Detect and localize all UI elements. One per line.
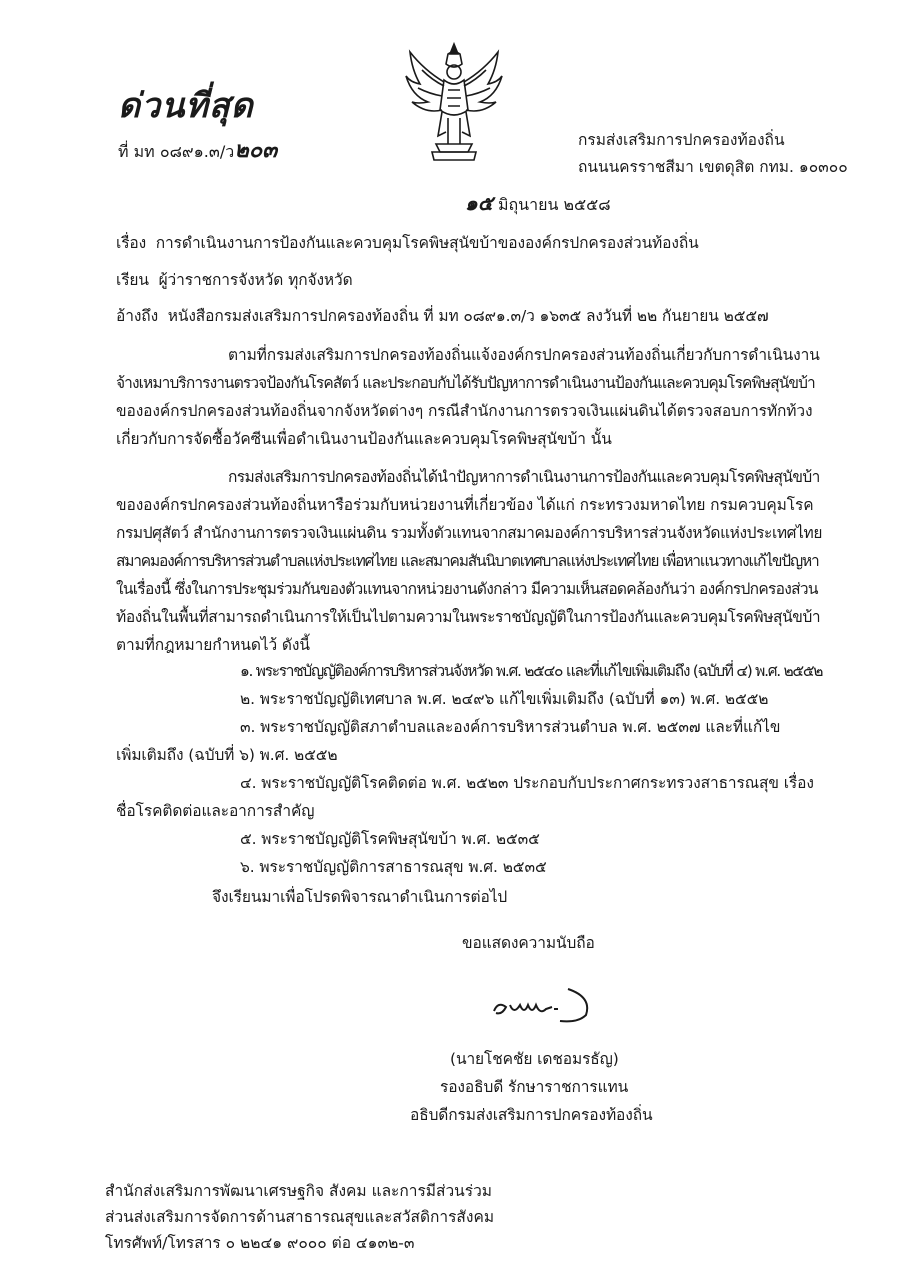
footer-contact [105, 1178, 494, 1256]
recipient-label: เรียน [116, 271, 149, 289]
paragraph2-line: กรมส่งเสริมการปกครองท้องถิ่นได้นำปัญหาการดำเนินงานการป้องกันและควบคุมโรคพิษสุนัขบ้า [228, 468, 820, 486]
law-item: ๖. พระราชบัญญัติการสาธารณสุข พ.ศ. ๒๕๓๕ [240, 858, 547, 876]
reference-text: หนังสือกรมส่งเสริมการปกครองท้องถิ่น ที่ มท ๐๘๙๑.๓/ว ๑๖๓๕ ลงวันที่ ๒๒ กันยายน ๒๕๕๗ [167, 307, 769, 325]
paragraph1-line: เกี่ยวกับการจัดซื้อวัคซีนเพื่อดำเนินงานป้องกันและควบคุมโรคพิษสุนัขบ้า นั้น [116, 430, 612, 448]
paragraph2-line: ขององค์กรปกครองส่วนท้องถิ่นหารือร่วมกับหน่วยงานที่เกี่ยวข้อง ได้แก่ กระทรวงมหาดไทย กรมควบคุมโรค [116, 496, 814, 514]
subject-label: เรื่อง [116, 234, 147, 252]
signatory-name: (นายโชคชัย เดชอมรธัญ) [450, 1050, 619, 1068]
signatory-position: รองอธิบดี รักษาราชการแทน [440, 1078, 629, 1096]
date-month-year: มิถุนายน ๒๕๕๘ [497, 195, 611, 214]
law-item-continuation: เพิ่มเติมถึง (ฉบับที่ ๖) พ.ศ. ๒๕๕๒ [116, 746, 338, 764]
signature-closing: ขอแสดงความนับถือ [462, 934, 595, 952]
reference-label: อ้างถึง [116, 307, 159, 325]
recipient-line [116, 267, 353, 292]
document-number-prefix: ที่ มท ๐๘๙๑.๓/ว [118, 142, 235, 161]
date-handwritten-day: ๑๕ [465, 191, 493, 215]
signature-scribble [488, 985, 593, 1025]
paragraph2-line: กรมปศุสัตว์ สำนักงานการตรวจเงินแผ่นดิน รวมทั้งตัวแทนจากสมาคมองค์การบริหารส่วนจังหวัดแห่งประเทศไทย [116, 524, 823, 542]
paragraph1-line: จ้างเหมาบริการงานตรวจป้องกันโรคสัตว์ และประกอบกับได้รับปัญหาการดำเนินงานป้องกันและควบคุมโรคพิษสุนัขบ้า [116, 374, 815, 392]
org-name: กรมส่งเสริมการปกครองท้องถิ่น [578, 131, 785, 149]
paragraph1-line: ขององค์กรปกครองส่วนท้องถิ่นจากจังหวัดต่างๆ กรณีสำนักงานการตรวจเงินแผ่นดินได้ตรวจสอบการทักท้วง [116, 402, 813, 420]
subject-line [116, 230, 699, 255]
urgency-stamp: ด่วนที่สุด [118, 86, 254, 126]
paragraph2-line: ในเรื่องนี้ ซึ่งในการประชุมร่วมกันของตัวแทนจากหน่วยงานดังกล่าว มีความเห็นสอดคล้องกันว่า องค์กรปกครองส่วน [116, 580, 818, 598]
garuda-emblem-icon [404, 40, 504, 165]
footer-office: สำนักส่งเสริมการพัฒนาเศรษฐกิจ สังคม และการมีส่วนร่วม [105, 1182, 493, 1200]
law-item: ๕. พระราชบัญญัติโรคพิษสุนัขบ้า พ.ศ. ๒๕๓๕ [240, 830, 540, 848]
org-address: ถนนนครราชสีมา เขตดุสิต กทม. ๑๐๓๐๐ [578, 158, 848, 176]
paragraph2-line: ตามที่กฎหมายกำหนดไว้ ดังนี้ [116, 636, 310, 654]
signatory-position: อธิบดีกรมส่งเสริมการปกครองท้องถิ่น [410, 1106, 653, 1124]
law-item: ๑. พระราชบัญญัติองค์การบริหารส่วนจังหวัด พ.ศ. ๒๕๔๐ และที่แก้ไขเพิ่มเติมถึง (ฉบับที่ ๔) พ.ศ. ๒๕๕๒ [240, 662, 823, 680]
paragraph2-line: ท้องถิ่นในพื้นที่สามารถดำเนินการให้เป็นไปตามความในพระราชบัญญัติในการป้องกันและควบคุมโรคพิษสุนัขบ้า [116, 608, 821, 626]
law-item: ๒. พระราชบัญญัติเทศบาล พ.ศ. ๒๔๙๖ แก้ไขเพิ่มเติมถึง (ฉบับที่ ๑๓) พ.ศ. ๒๕๕๒ [240, 690, 769, 708]
reference-line [116, 303, 769, 328]
paragraph1-line: ตามที่กรมส่งเสริมการปกครองท้องถิ่นแจ้งองค์กรปกครองส่วนท้องถิ่นเกี่ยวกับการดำเนินงาน [228, 346, 820, 364]
recipient-text: ผู้ว่าราชการจังหวัด ทุกจังหวัด [158, 271, 353, 289]
law-item: ๔. พระราชบัญญัติโรคติดต่อ พ.ศ. ๒๕๒๓ ประกอบกับประกาศกระทรวงสาธารณสุข เรื่อง [240, 774, 814, 792]
closing-request: จึงเรียนมาเพื่อโปรดพิจารณาดำเนินการต่อไป [212, 888, 508, 906]
footer-division: ส่วนส่งเสริมการจัดการด้านสาธารณสุขและสวัสดิการสังคม [105, 1208, 495, 1226]
document-number-handwritten: ๒๐๓ [234, 137, 278, 163]
sender-organization [578, 127, 848, 181]
paragraph2-line: สมาคมองค์การบริหารส่วนตำบลแห่งประเทศไทย และสมาคมสันนิบาตเทศบาลแห่งประเทศไทย เพื่อหาแนวทางแก้ไขปัญหา [116, 552, 819, 570]
document-date [465, 187, 611, 219]
footer-phone: โทรศัพท์/โทรสาร ๐ ๒๒๔๑ ๙๐๐๐ ต่อ ๔๑๓๒-๓ [105, 1234, 415, 1252]
document-number [118, 132, 277, 167]
law-item: ๓. พระราชบัญญัติสภาตำบลและองค์การบริหารส่วนตำบล พ.ศ. ๒๕๓๗ และที่แก้ไข [240, 718, 781, 736]
subject-text: การดำเนินงานการป้องกันและควบคุมโรคพิษสุนัขบ้าขององค์กรปกครองส่วนท้องถิ่น [155, 234, 699, 252]
law-item-continuation: ชื่อโรคติดต่อและอาการสำคัญ [116, 802, 315, 820]
